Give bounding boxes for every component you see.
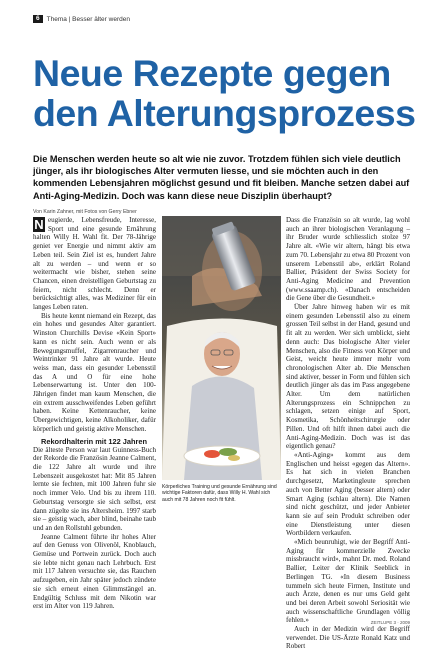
- article-paragraph: «Mich beunruhigt, wie der Begriff Anti-Aging für kommerzielle Zwecke missbraucht wird», mahnt Dr. med. Roland Ballier, Leiter der Klinik Seeblick in Berlingen TG. «In diesem Business tummeln sich heute Firmen, Institute und auch Ärzte, denen es nur ums Geld geht und bei deren Arbeit sowohl Seriosität wie auch wissenschaftliche Grundlagen völlig fehlen.»: [286, 538, 410, 625]
- article-paragraph: Bis heute kennt niemand ein Rezept, das ein hohes und gesundes Alter garantiert. Winston Churchills Devise «Kein Sport» kann es nicht sein. Auch wenn er als Bewegungsmuffel, Zigarrenraucher und Weintrinker 91 Jahre alt wurde. Heute weiss man, dass ein gesunder Lebensstil das A und O für eine hohe Lebenserwartung ist. Unter den 100-Jährigen findet man kaum Menschen, die ein extrem ausschweifendes Leben geführt haben. Keine Kettenraucher, keine Übergewichtigen, keine Alkoholiker, dafür körperlich und geistig aktive Menschen.: [33, 311, 156, 433]
- headline-line-2: den Alterungsprozess: [33, 92, 416, 134]
- article-paragraph: Über Jahre hinweg haben wir es mit einem gesunden Lebensstil also zu einem grossen Teil selbst in der Hand, gesund und fit alt zu werden. Wer sich umblickt, sieht denn auch: Das biologische Alter vieler Menschen, also die Fitness von Körper und Geist, weicht heute immer mehr vom chronologischen Alter ab. Die Menschen sind aktiver, besser in Form und fühlen sich deutlich jünger als das im Pass angegebene Alter. Um dem natürlichen Alterungsprozess ein Schnippchen zu schlagen, setzen einige auf Sport, Kosmetika, Schönheitschirurgie oder Pillen. Und oft hilft ihnen dabei auch die Anti-Aging-Medizin. Doch was ist das eigentlich genau?: [286, 303, 410, 451]
- article-headline: [33, 53, 423, 133]
- article-paragraph: «Anti-Aging» kommt aus dem Englischen und heisst «gegen das Altern». Es hat sich in vielen Branchen durchgesetzt, Marketingleute sprechen auch von Better Aging (besser altern) oder Smart Aging (schlau altern). Die Namen sind nicht geschützt, und jeder Anbieter kann sie auf sein Produkt schreiben oder eine Dienstleistung unter diesen Wortbildern verkaufen.: [286, 450, 410, 538]
- article-paragraph: Jeanne Calment führte ihr hohes Alter auf den Genuss von Olivenöl, Knoblauch, Gemüse und Portwein zurück. Doch auch sie lebte nicht genau nach Lehrbuch. Erst mit 117 Jahren versuchte sie, das Rauchen aufzugeben, ein Jahr später jedoch zündete sie sich erneut einen Glimmstängel an. Endgültig Schluss mit dem Nikotin war erst im Alter von 119 Jahren.: [33, 532, 156, 611]
- headline-line-1: Neue Rezepte gegen: [33, 52, 391, 94]
- photo-caption: Körperliches Training und gesunde Ernährung sind wichtige Faktoren dafür, dass Willy H. Wahl sich auch mit 78 Jahren noch fit fühlt.: [162, 484, 277, 503]
- article-column-1: [33, 216, 156, 611]
- article-paragraph: N eugierde, Lebensfreude, Interesse, Sport und eine gesunde Ernährung halten Willy H. Wahl fit. Der 78-Jährige geniet ver Energie und nimmt aktiv am Leben teil. Sein Ziel ist es, hundert Jahre alt zu werden – und wenn er so weitermacht wie bisher, stehen seine Chancen, einen dreistelligen Geburtstag zu feiern, nicht schlecht. Denn er berücksichtigt alles, was Mediziner für ein langes Leben raten.: [33, 216, 156, 312]
- drop-cap: N: [34, 217, 44, 232]
- page-footer: ZEITLUPE 3 · 2009: [370, 620, 410, 625]
- subheading: Rekordhalterin mit 122 Jahren: [41, 436, 147, 446]
- article-photo: [162, 216, 281, 480]
- page-header: [33, 15, 130, 23]
- article-paragraph: Die älteste Person war laut Guinness-Buch der Rekorde die Französin Jeanne Calment, die 122 Jahre alt wurde und ihre Lebenszeit ausgekostet hat: Mit 85 Jahren lernte sie fechten, mit 100 Jahren fuhr sie noch immer Velo. Und bis zu ihrem 110. Geburtstag versorgte sie sich selbst, erst dann zügelte sie ins Altersheim. 1997 starb sie – geistig wach, aber blind, beinahe taub und an den Rollstuhl gebunden.: [33, 445, 156, 532]
- byline: Von Karin Zahner, mit Fotos von Gerry Ebner: [33, 209, 137, 215]
- page-number: 6: [33, 15, 43, 23]
- article-column-3: [286, 216, 410, 651]
- article-paragraph: Auch in der Medizin wird der Begriff verwendet. Die US-Ärzte Ronald Katz und Robert: [286, 625, 410, 651]
- photo-illustration: [162, 216, 281, 480]
- article-paragraph: Dass die Französin so alt wurde, lag wohl auch an ihrer biologischen Veranlagung – ihr Bruder wurde schliesslich stolze 97 Jahre alt. «Wie wir altern, hängt bis etwa zum 70. Lebensjahr zu etwa 80 Prozent von unserem Lebensstil ab», erklärt Roland Ballier, Präsident der Swiss Society for Anti-Aging Medicine and Prevention (www.ssaamp.ch). «Danach entscheiden die Gene über die Gesundheit.»: [286, 216, 410, 303]
- article-lead: Die Menschen werden heute so alt wie nie zuvor. Trotzdem fühlen sich viele deutlich jünger, als ihr biologisches Alter vermuten liesse, und sie möchten auch in den kommenden Lebensjahren möglichst gesund und fit bleiben. Manche setzen dabei auf Anti-Aging-Medizin. Doch was kann diese neue Disziplin überhaupt?: [33, 154, 410, 201]
- section-label: Thema | Besser älter werden: [46, 15, 130, 23]
